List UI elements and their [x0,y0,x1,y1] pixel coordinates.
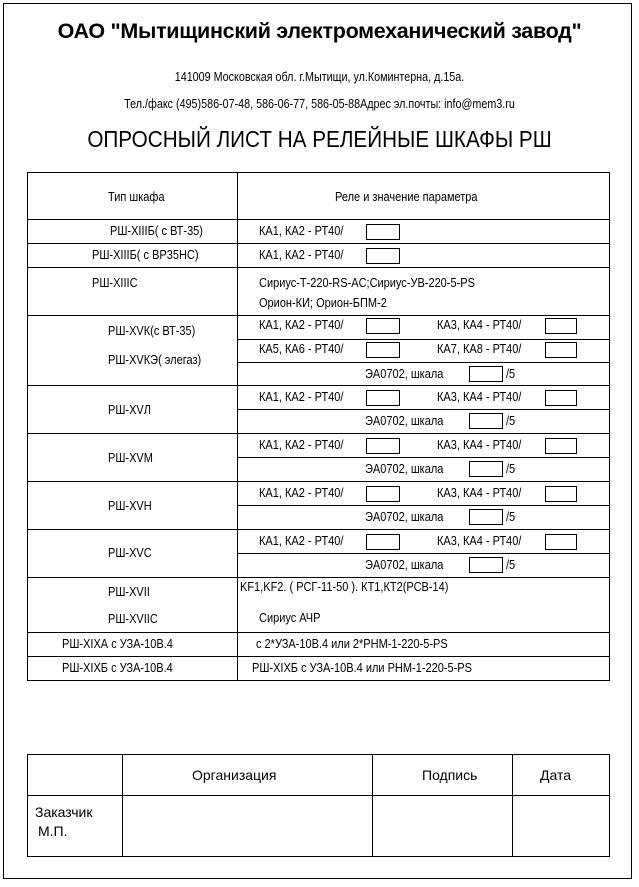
scale-label: ЭА0702, шкала [365,510,444,524]
scale-label: ЭА0702, шкала [365,462,444,476]
value-field[interactable] [366,534,400,550]
scale-suffix: /5 [506,462,516,476]
scale-field[interactable] [469,557,503,573]
relay-param: КА3, КА4 - РТ40/ [437,390,522,404]
signature-field[interactable] [373,796,512,856]
value-field[interactable] [366,486,400,502]
value-field[interactable] [545,318,577,334]
relay-param: КА1, КА2 - РТ40/ [259,534,344,548]
scale-label: ЭА0702, шкала [365,414,444,428]
cabinet-type: РШ-XIIIБ( с ВР35НС) [92,248,199,262]
column-header-type: Тип шкафа [108,190,165,204]
relay-param: с 2*УЗА-10В.4 или 2*РНМ-1-220-5-PS [256,637,448,651]
cabinet-type: РШ-XVС [108,546,152,560]
value-field[interactable] [366,438,400,454]
scale-field[interactable] [469,366,503,382]
cabinet-type: РШ-XVН [108,499,152,513]
date-field[interactable] [513,796,609,856]
relay-param: КА1, КА2 - РТ40/ [259,248,344,262]
cabinet-type: РШ-XIXБ с УЗА-10В.4 [62,661,173,675]
company-address: 141009 Московская обл. г.Мытищи, ул.Коминтерна, д.15а. [174,70,465,84]
company-contacts: Тел./факс (495)586-07-48, 586-06-77, 586-05-88Адрес эл.почты: info@mem3.ru [124,97,515,111]
relay-param: Орион-КИ; Орион-БПМ-2 [259,296,387,310]
relay-param: КА3, КА4 - РТ40/ [437,318,522,332]
scale-field[interactable] [469,413,503,429]
value-field[interactable] [545,390,577,406]
scale-suffix: /5 [506,367,516,381]
cabinet-type: РШ-XVМ [108,451,153,465]
customer-label: Заказчик [35,804,93,820]
scale-suffix: /5 [506,510,516,524]
value-field[interactable] [366,342,400,358]
cabinet-type: РШ-XVКЭ( элегаз) [108,353,202,367]
value-field[interactable] [366,224,400,240]
scale-suffix: /5 [506,414,516,428]
relay-param: КА3, КА4 - РТ40/ [437,534,522,548]
relay-param: КА3, КА4 - РТ40/ [437,438,522,452]
relay-param: KF1,KF2. ( РСГ-11-50 ). КТ1,КТ2(РСВ-14) [240,580,449,594]
scale-suffix: /5 [506,558,516,572]
company-name: ОАО "Мытищинский электромеханический завод" [57,19,582,43]
relay-param: РШ-XIXБ с УЗА-10В.4 или РНМ-1-220-5-PS [252,661,472,675]
relay-param: КА1, КА2 - РТ40/ [259,438,344,452]
relay-param: КА1, КА2 - РТ40/ [259,318,344,332]
stamp-label: М.П. [38,823,68,839]
value-field[interactable] [366,390,400,406]
relay-param: КА1, КА2 - РТ40/ [259,390,344,404]
date-header: Дата [540,767,572,783]
cabinet-type: РШ-XVЛ [108,403,151,417]
relay-param: КА7, КА8 - РТ40/ [437,342,522,356]
scale-field[interactable] [469,461,503,477]
cabinet-type: РШ-XIIIБ( с ВТ-35) [110,224,203,238]
relay-param: КА3, КА4 - РТ40/ [437,486,522,500]
relay-param: Сириус-Т-220-RS-AC;Сириус-УВ-220-5-PS [259,276,475,290]
organization-field[interactable] [123,796,372,856]
value-field[interactable] [545,342,577,358]
value-field[interactable] [545,534,577,550]
scale-field[interactable] [469,509,503,525]
value-field[interactable] [545,438,577,454]
relay-param: КА1, КА2 - РТ40/ [259,224,344,238]
cabinet-type: РШ-XIIIС [92,276,138,290]
cabinet-type: РШ-XVII [108,585,150,599]
value-field[interactable] [545,486,577,502]
signature-header: Подпись [422,767,478,783]
value-field[interactable] [366,248,400,264]
cabinet-type: РШ-XVIIС [108,612,158,626]
cabinet-type: РШ-XVК(с ВТ-35) [108,324,196,338]
organization-header: Организация [192,767,277,783]
scale-label: ЭА0702, шкала [365,558,444,572]
cabinet-type: РШ-XIXА с УЗА-10В.4 [62,637,173,651]
value-field[interactable] [366,318,400,334]
column-header-relay: Реле и значение параметра [335,190,478,204]
relay-param: КА1, КА2 - РТ40/ [259,486,344,500]
relay-param: КА5, КА6 - РТ40/ [259,342,344,356]
scale-label: ЭА0702, шкала [365,367,444,381]
form-title: ОПРОСНЫЙ ЛИСТ НА РЕЛЕЙНЫЕ ШКАФЫ РШ [87,126,552,152]
relay-param: Сириус АЧР [259,611,321,625]
